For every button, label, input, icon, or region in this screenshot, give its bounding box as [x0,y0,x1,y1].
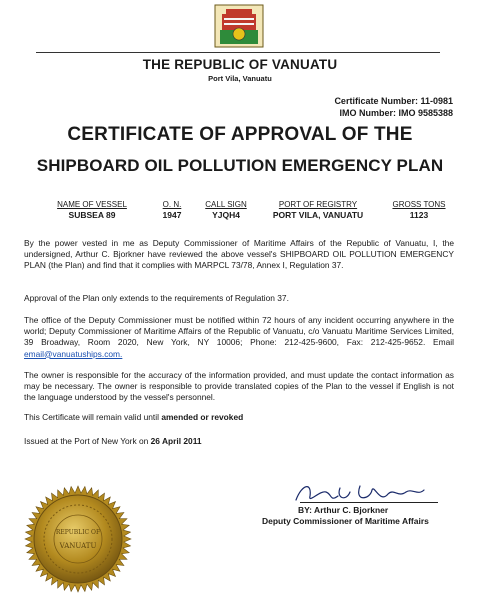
certificate-numbers [334,95,453,119]
validity-text: This Certificate will remain valid until [24,412,159,422]
seal-text-bottom: VANUATU [59,542,97,550]
vessel-official-number: 1947 [162,210,182,220]
vessel-name: SUBSEA 89 [68,210,116,220]
authority-paragraph: By the power vested in me as Deputy Commissioner of Maritime Affairs of the Republic of Vanuatu, I, the undersigned, Arthur C. Bjorkner have reviewed the above vessel's SHIPBOARD OIL POLLUTION EMERGENCY PLAN (the Plan) and find that it complies with MARPCL 73/78, Annex I, Regulation 37. [24,238,454,271]
vessel-header-port: PORT OF REGISTRY [278,200,358,209]
issue-date: 26 April 2011 [150,436,202,446]
signatory-name: BY: Arthur C. Bjorkner [298,505,389,515]
signature-line [300,502,438,503]
vessel-header-callsign: CALL SIGN [205,200,247,209]
notification-paragraph [24,315,454,360]
vessel-header-tons: GROSS TONS [392,200,446,209]
coat-of-arms-icon [214,4,264,48]
owner-responsibility-paragraph: The owner is responsible for the accuracy of the information provided, and must update the contact information as may be necessary. The owner is responsible to provide translated copies of the Plan to the vessel if English is not the language understood by the vessel's personnel. [24,370,454,403]
issue-text: Issued at the Port of New York on [24,436,149,446]
header-divider [36,52,440,53]
handwritten-signature [290,478,430,508]
certificate-title-line-2: SHIPBOARD OIL POLLUTION EMERGENCY PLAN [36,156,444,175]
certificate-title-line-1: CERTIFICATE OF APPROVAL OF THE [67,124,413,145]
validity-paragraph [24,412,454,423]
issue-paragraph [24,436,454,447]
contact-email-link[interactable]: email@vanuatuships.com. [24,348,123,359]
vessel-header-name: NAME OF VESSEL [57,200,127,209]
issuing-city: Port Vila, Vanuatu [208,74,272,83]
certificate-number: Certificate Number: 11-0981 [334,96,453,106]
scope-paragraph: Approval of the Plan only extends to the requirements of Regulation 37. [24,293,289,303]
issuing-state: THE REPUBLIC OF VANUATU [142,57,338,72]
seal-text-top: REPUBLIC OF [55,529,101,536]
gold-seal-icon [24,485,132,593]
notification-text: The office of the Deputy Commissioner must be notified within 72 hours of any incident occurring anywhere in the world; Deputy Commissioner of Maritime Affairs of the Republic of Vanuatu, c/o Vanuatu Maritime Services Limited, 39 Broadway, Room 2020, New York, NY 10006; Phone: 212-425-9600, Fax: 212-425-9652. Email [24,315,454,348]
vessel-header-on: O. N. [162,200,182,209]
vessel-port-of-registry: PORT VILA, VANUATU [272,210,364,220]
vessel-gross-tons: 1123 [409,210,429,220]
validity-condition: amended or revoked [161,412,244,422]
signatory-title: Deputy Commissioner of Maritime Affairs [262,516,429,526]
vessel-call-sign: YJQH4 [212,210,240,220]
imo-number: IMO Number: IMO 9585388 [339,108,453,118]
